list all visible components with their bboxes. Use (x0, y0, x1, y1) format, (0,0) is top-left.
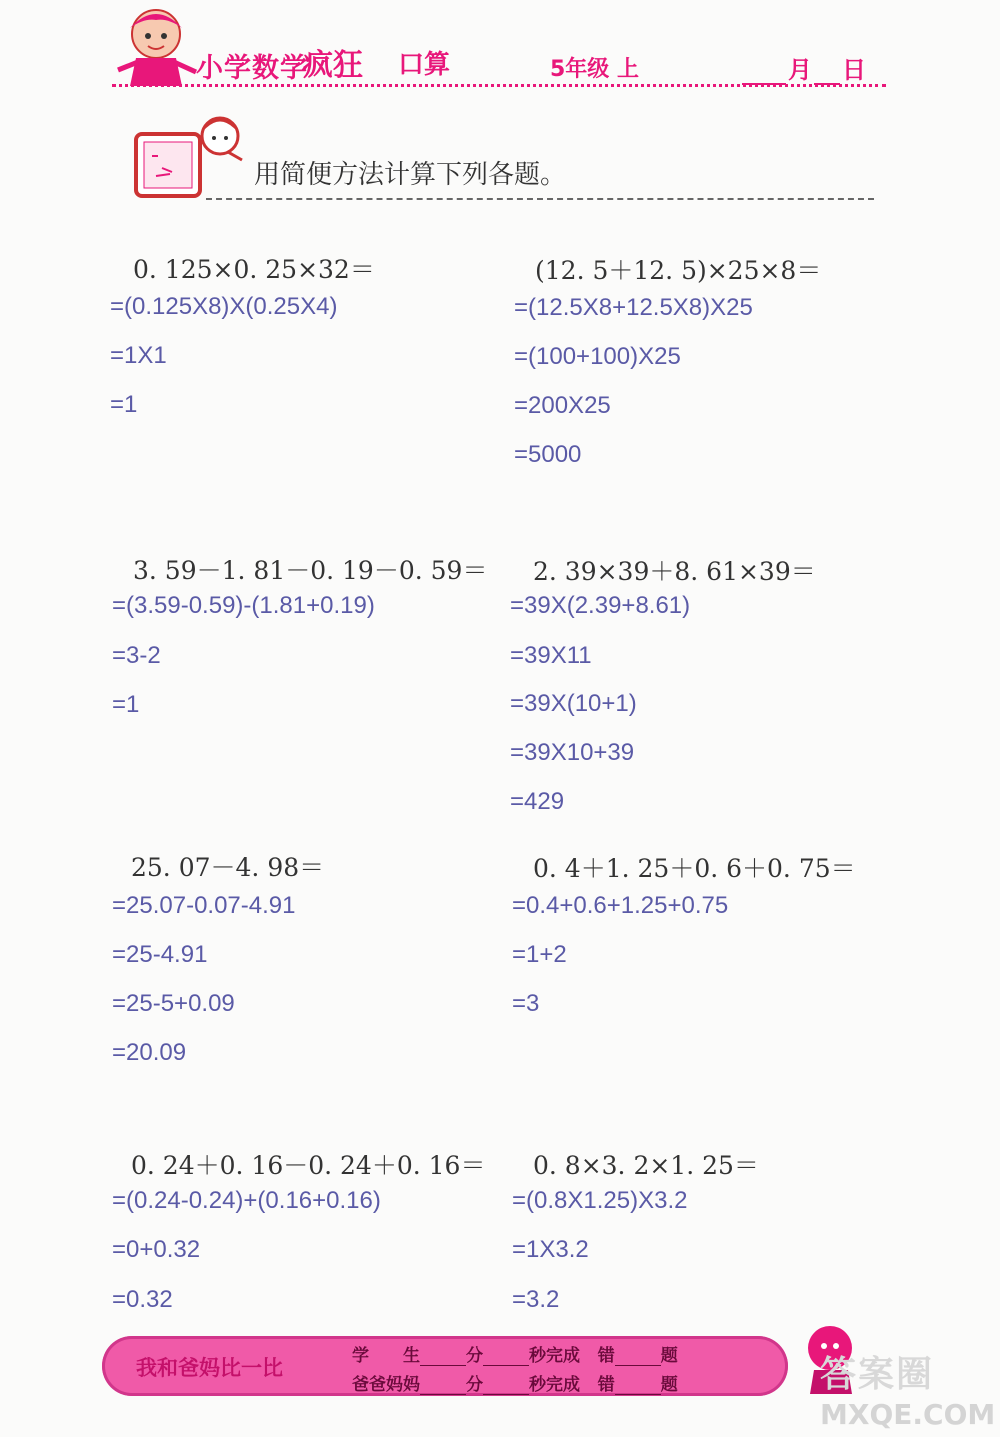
watermark-url: MXQE.COM (820, 1398, 996, 1431)
solution-step: =39X10+39 (510, 739, 635, 766)
solution-step: =(0.24-0.24)+(0.16+0.16) (112, 1187, 381, 1214)
instruction-text: 用简便方法计算下列各题。 (254, 160, 567, 190)
instruction-divider (206, 198, 874, 200)
header-divider (112, 84, 886, 87)
solution-step: =5000 (514, 441, 582, 468)
solution-step: =1X3.2 (512, 1236, 589, 1263)
watermark-logo: 答案圈 (820, 1354, 935, 1395)
problem-expression: 0. 8×3. 2×1. 25＝ (533, 1151, 759, 1180)
student-seconds-blank[interactable] (483, 1365, 529, 1366)
blackboard-kid-icon (132, 112, 248, 202)
footer-parents-row (352, 1370, 678, 1395)
solution-step: =39X11 (510, 642, 592, 669)
solution-step: =(100+100)X25 (514, 343, 681, 370)
solution-step: =25-5+0.09 (112, 990, 235, 1017)
solution-step: =0+0.32 (112, 1236, 201, 1263)
solution-step: =(12.5X8+12.5X8)X25 (514, 294, 753, 321)
parents-wrong-blank[interactable] (615, 1394, 661, 1395)
brand-calc: 口算 (398, 50, 451, 80)
solution-step: =(0.125X8)X(0.25X4) (110, 293, 338, 320)
problem-expression: 25. 07－4. 98＝ (131, 853, 325, 882)
student-label: 学 生 (352, 1346, 420, 1366)
student-wrong-blank[interactable] (615, 1365, 661, 1366)
solution-step: =0.4+0.6+1.25+0.75 (512, 892, 729, 919)
solution-step: =20.09 (112, 1039, 187, 1066)
seconds-unit: 秒完成 (529, 1346, 580, 1366)
date-fields (740, 50, 866, 85)
solution-step: =(0.8X1.25)X3.2 (512, 1187, 688, 1214)
student-score-blank[interactable] (420, 1365, 466, 1366)
solution-step: =39X(2.39+8.61) (510, 592, 691, 619)
parents-seconds-blank[interactable] (483, 1394, 529, 1395)
solution-step: =(3.59-0.59)-(1.81+0.19) (112, 592, 375, 619)
day-label: 日 (842, 56, 866, 84)
problem-expression: 0. 125×0. 25×32＝ (133, 255, 375, 284)
solution-step: =1+2 (512, 941, 567, 968)
solution-step: =429 (510, 788, 565, 815)
score-unit: 分 (466, 1346, 483, 1366)
problem-expression: 2. 39×39＋8. 61×39＝ (533, 557, 816, 586)
wrong-label: 错 (597, 1346, 615, 1366)
grade-label: 5年级 上 (550, 57, 639, 82)
solution-step: =25.07-0.07-4.91 (112, 892, 296, 919)
solution-step: =3 (512, 990, 540, 1017)
brand-crazy: 疯狂 (303, 48, 363, 83)
solution-step: =200X25 (514, 392, 611, 419)
solution-step: =1 (110, 391, 138, 418)
problem-expression: (12. 5＋12. 5)×25×8＝ (535, 256, 822, 285)
problem-expression: 0. 4＋1. 25＋0. 6＋0. 75＝ (533, 854, 856, 883)
footer-title: 我和爸妈比一比 (136, 1356, 283, 1380)
solution-step: =3-2 (112, 642, 161, 669)
month-label: 月 (788, 56, 812, 84)
parents-score-blank[interactable] (420, 1394, 466, 1395)
problem-expression: 0. 24＋0. 16－0. 24＋0. 16＝ (131, 1151, 486, 1180)
solution-step: =0.32 (112, 1286, 173, 1313)
seconds-unit: 秒完成 (529, 1375, 580, 1395)
footer-student-row (352, 1341, 678, 1366)
questions-unit: 题 (660, 1346, 678, 1366)
brand-title: 小学数学 (196, 53, 308, 84)
parents-label: 爸爸妈妈 (352, 1375, 420, 1395)
solution-step: =1 (112, 691, 140, 718)
solution-step: =3.2 (512, 1286, 560, 1313)
wrong-label: 错 (597, 1375, 615, 1395)
solution-step: =39X(10+1) (510, 690, 637, 717)
solution-step: =25-4.91 (112, 941, 208, 968)
problem-expression: 3. 59－1. 81－0. 19－0. 59＝ (133, 556, 488, 585)
solution-step: =1X1 (110, 342, 167, 369)
questions-unit: 题 (660, 1375, 678, 1395)
score-unit: 分 (466, 1375, 483, 1395)
mascot-icon (108, 0, 204, 96)
